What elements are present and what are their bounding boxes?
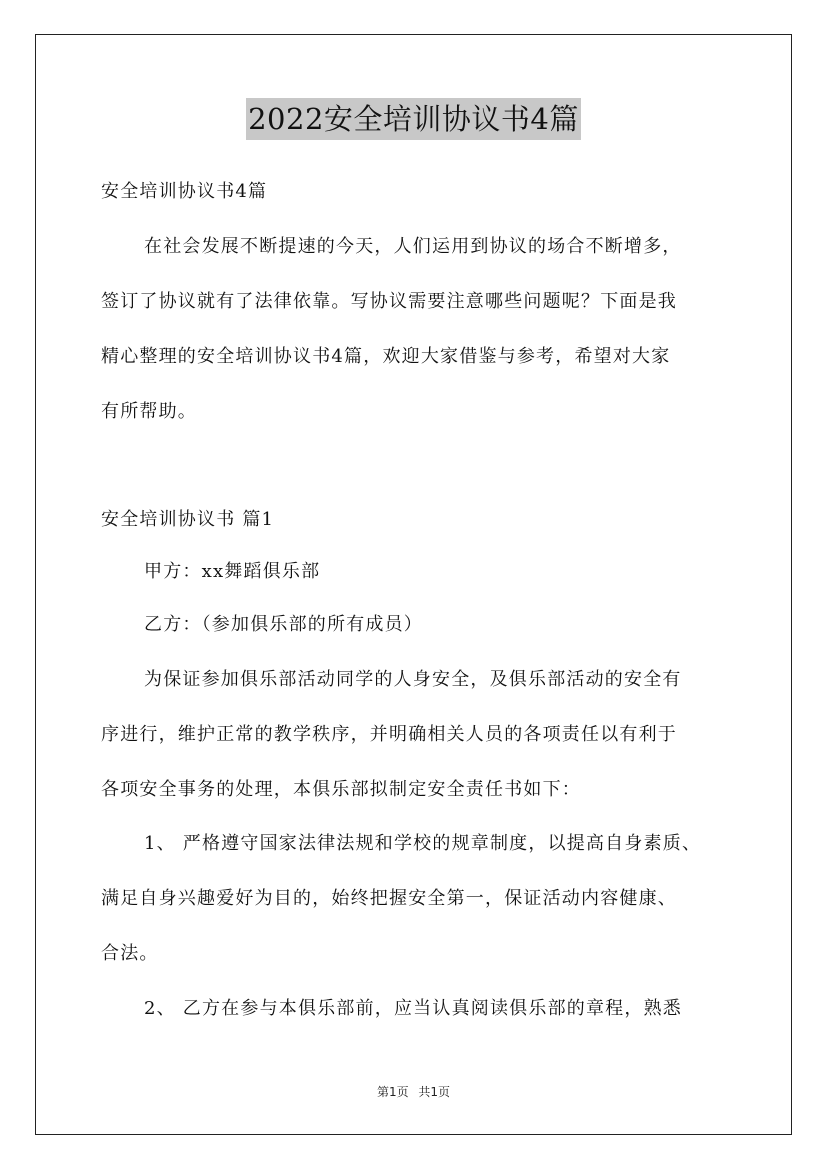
clause-line: 满足自身兴趣爱好为目的，始终把握安全第一，保证活动内容健康、 bbox=[101, 888, 677, 909]
title-container bbox=[0, 98, 827, 140]
intro-heading: 安全培训协议书4篇 bbox=[101, 181, 268, 202]
party-a-line: 甲方：xx舞蹈俱乐部 bbox=[144, 561, 321, 582]
page-footer bbox=[0, 1083, 827, 1100]
clause-line: 1、 严格遵守国家法律法规和学校的规章制度，以提高自身素质、 bbox=[144, 833, 702, 854]
paragraph-line: 在社会发展不断提速的今天，人们运用到协议的场合不断增多， bbox=[144, 236, 682, 257]
party-b-line: 乙方：（参加俱乐部的所有成员） bbox=[144, 614, 423, 635]
clause-line: 2、 乙方在参与本俱乐部前，应当认真阅读俱乐部的章程，熟悉 bbox=[144, 998, 682, 1019]
page-total: 共1页 bbox=[418, 1085, 451, 1099]
section-heading: 安全培训协议书 篇1 bbox=[101, 509, 275, 530]
paragraph-line: 序进行，维护正常的教学秩序，并明确相关人员的各项责任以有利于 bbox=[101, 724, 677, 745]
paragraph-line: 有所帮助。 bbox=[101, 401, 197, 422]
paragraph-line: 为保证参加俱乐部活动同学的人身安全，及俱乐部活动的安全有 bbox=[144, 669, 682, 690]
paragraph-line: 精心整理的安全培训协议书4篇，欢迎大家借鉴与参考，希望对大家 bbox=[101, 346, 671, 367]
page-current: 第1页 bbox=[376, 1085, 409, 1099]
paragraph-line: 各项安全事务的处理，本俱乐部拟制定安全责任书如下： bbox=[101, 779, 581, 800]
clause-line: 合法。 bbox=[101, 943, 159, 964]
paragraph-line: 签订了协议就有了法律依靠。写协议需要注意哪些问题呢？下面是我 bbox=[101, 291, 677, 312]
document-title: 2022安全培训协议书4篇 bbox=[246, 98, 581, 140]
